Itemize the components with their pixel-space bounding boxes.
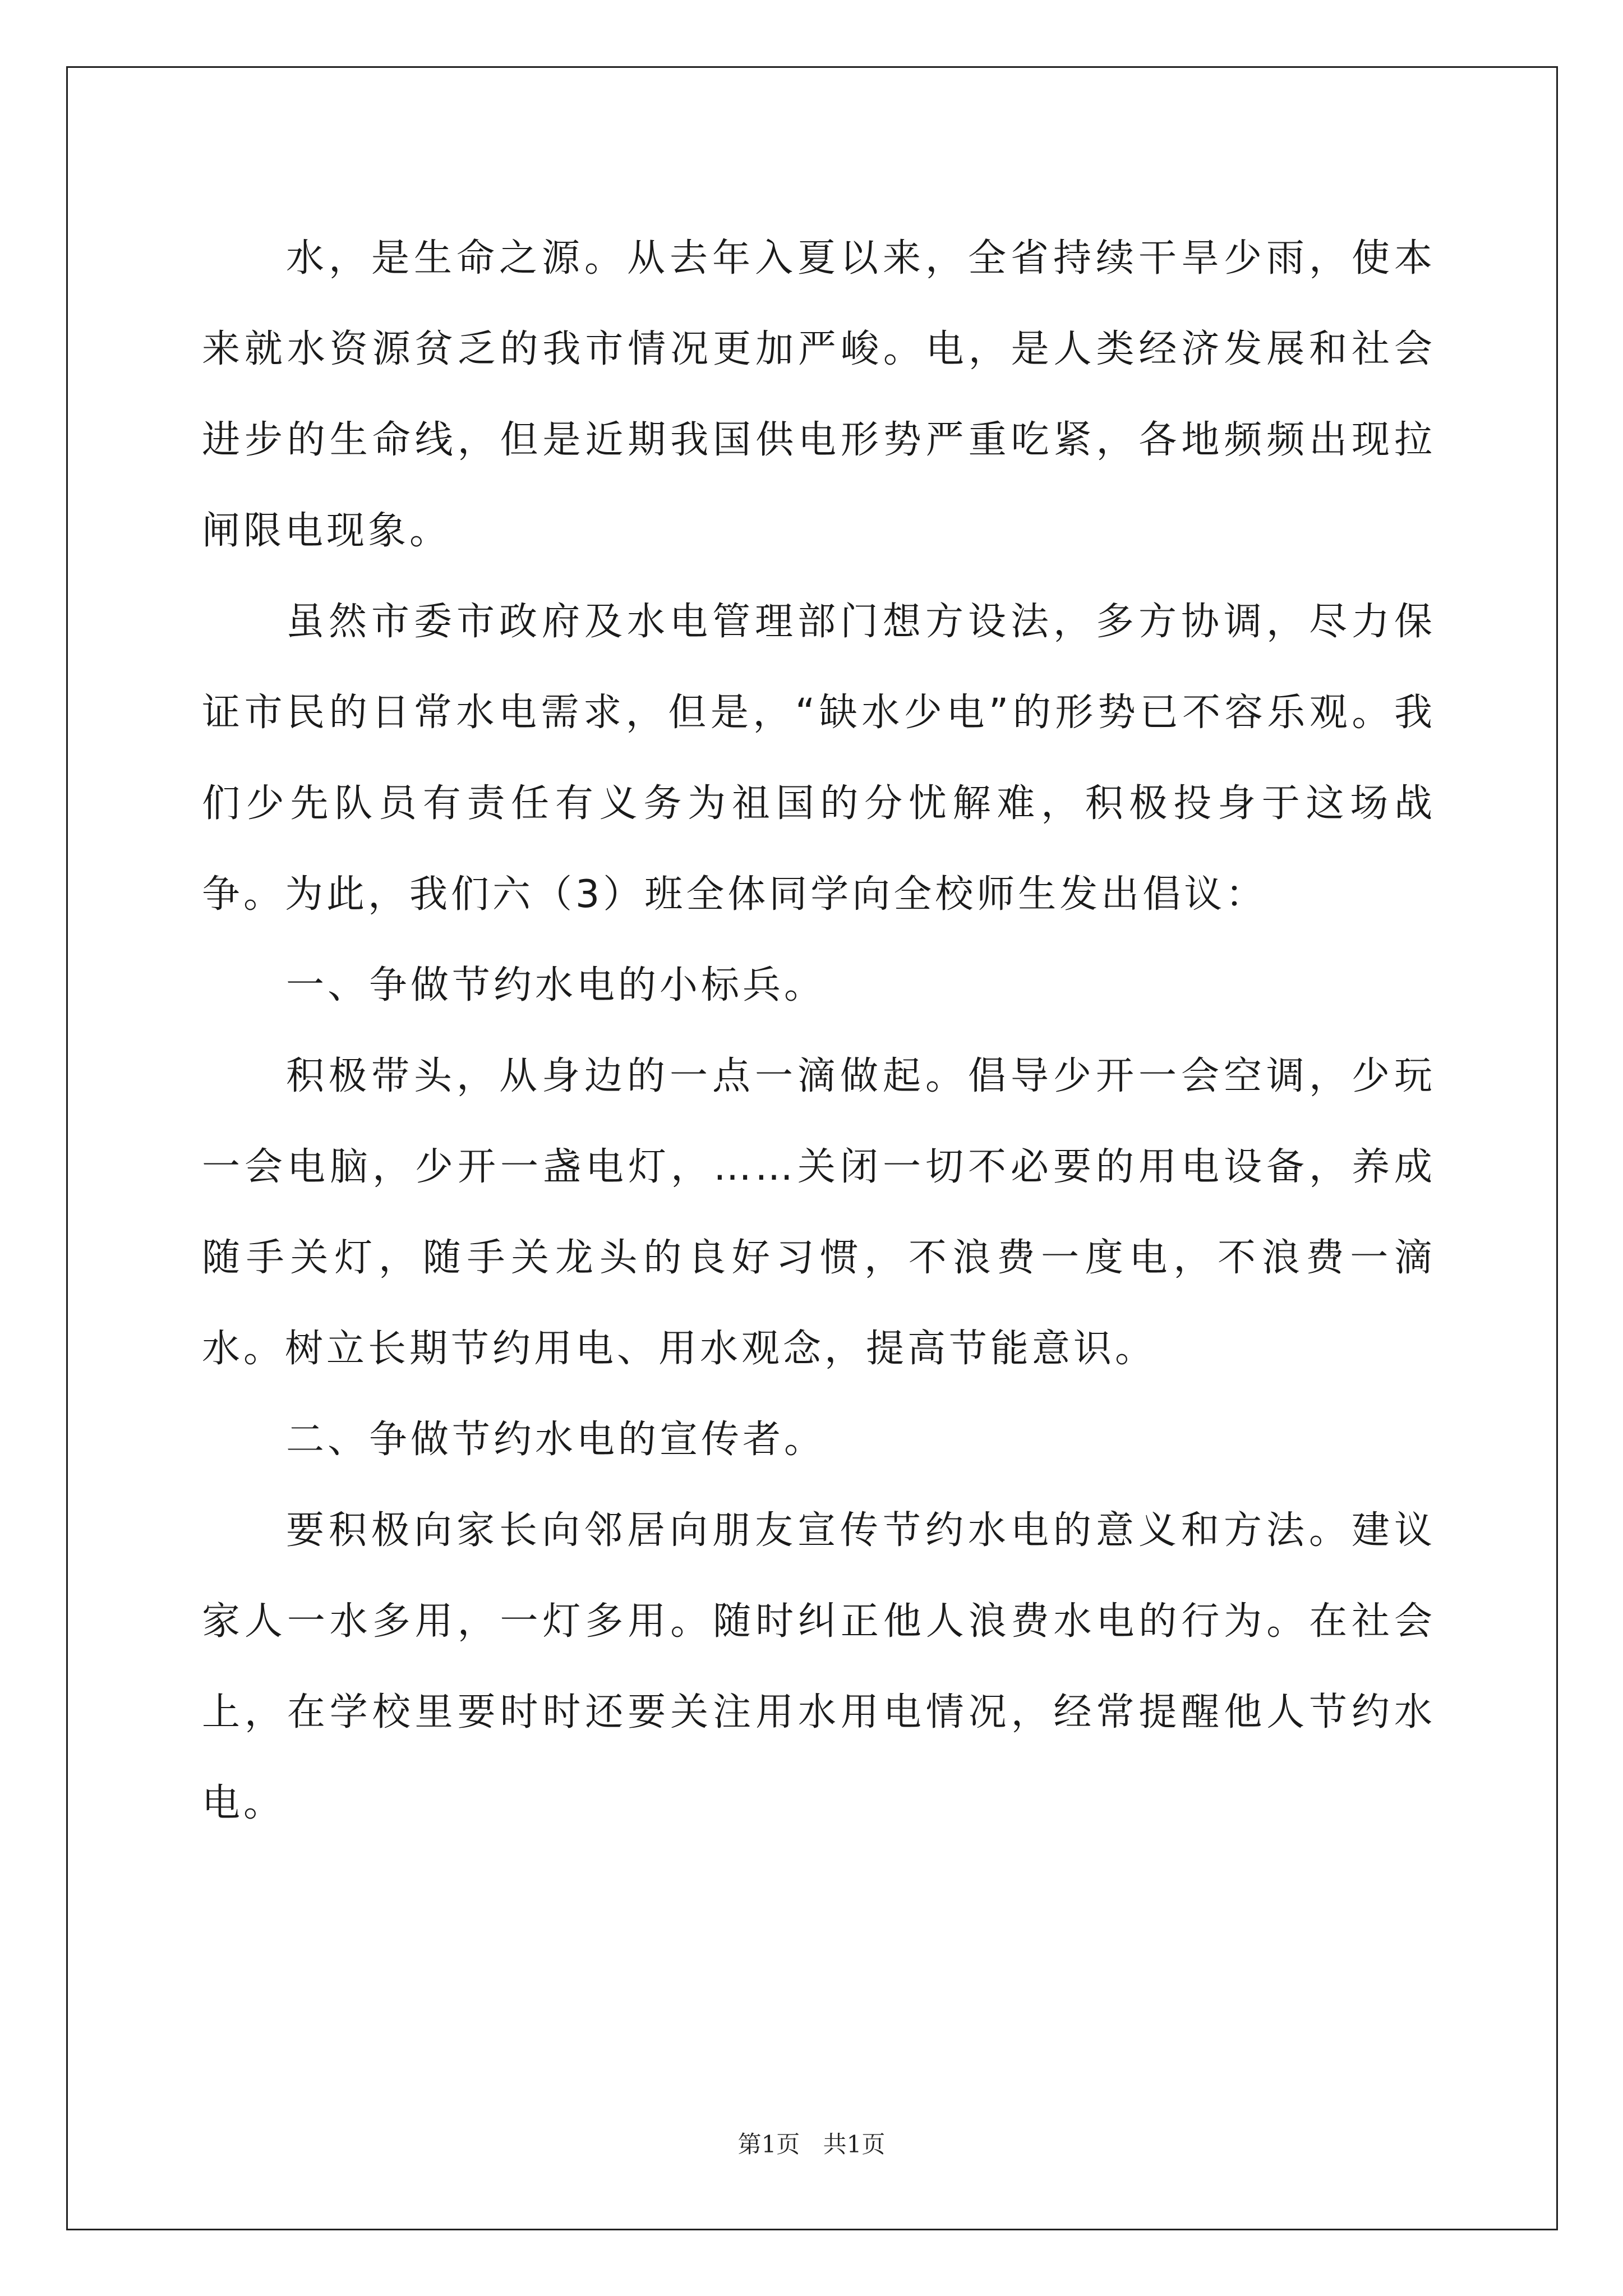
paragraph-item-one: 积极带头，从身边的一点一滴做起。倡导少开一会空调，少玩一会电脑，少开一盏电灯，……关闭一切不必要的用电设备，养成随手关灯，随手关龙头的良好习惯，不浪费一度电，不浪费一滴水。树立长期节约用电、用水观念，提高节能意识。 — [202, 1054, 1436, 1371]
page-number: 第1页 — [737, 2131, 800, 2158]
document-body — [202, 213, 1436, 1849]
paragraph-proposal: 虽然市委市政府及水电管理部门想方设法，多方协调，尽力保证市民的日常水电需求，但是，“缺水少电”的形势已不容乐观。我们少先队员有责任有义务为祖国的分忧解难，积极投身于这场战争。为此，我们六（3）班全体同学向全校师生发出倡议： — [202, 600, 1436, 917]
heading-item-two: 二、争做节约水电的宣传者。 — [286, 1418, 826, 1462]
page-footer — [0, 2126, 1623, 2160]
paragraph-intro-water: 水，是生命之源。从去年入夏以来，全省持续干旱少雨，使本来就水资源贫乏的我市情况更加严峻。电，是人类经济发展和社会进步的生命线，但是近期我国供电形势严重吃紧，各地频频出现拉闸限电现象。 — [202, 236, 1436, 553]
paragraph-item-two: 要积极向家长向邻居向朋友宣传节约水电的意义和方法。建议家人一水多用，一灯多用。随时纠正他人浪费水电的行为。在社会上，在学校里要时时还要关注用水用电情况，经常提醒他人节约水电。 — [202, 1508, 1436, 1825]
page-total: 共1页 — [823, 2131, 886, 2158]
heading-item-one: 一、争做节约水电的小标兵。 — [286, 963, 826, 1007]
